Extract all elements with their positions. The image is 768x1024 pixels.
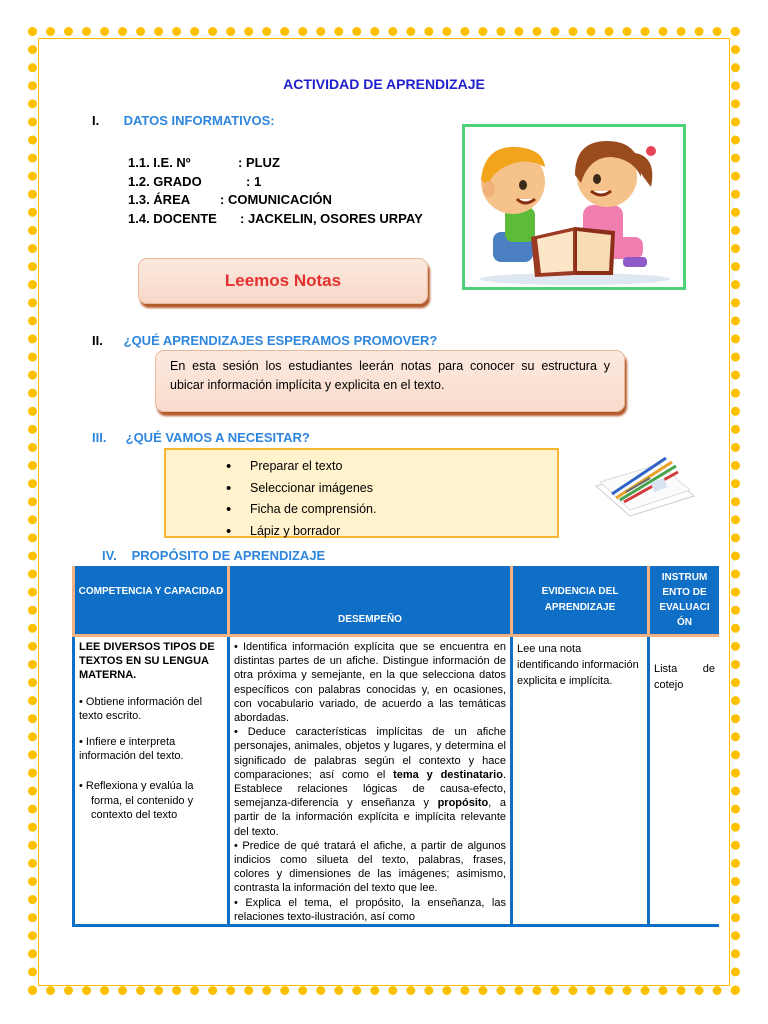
- evidencia-cell: Lee una nota identificando información explicita e implícita.: [512, 636, 649, 926]
- purpose-table: [72, 566, 719, 927]
- materials-list: [226, 456, 557, 542]
- page-title: ACTIVIDAD DE APRENDIZAJE: [283, 76, 485, 92]
- table-row: [74, 636, 720, 926]
- section-4-heading: IV. PROPÓSITO DE APRENDIZAJE: [102, 548, 326, 563]
- desempeno-item: • Predice de qué tratará el afiche, a partir de algunos indicios como silueta del texto, palabras, frases, colores y dimensiones de las imágenes; asimismo, contrasta la información del texto que lee.: [234, 839, 506, 895]
- list-item: • Ficha de comprensión.: [226, 499, 557, 521]
- header-competencia: COMPETENCIA Y CAPACIDAD: [74, 566, 229, 636]
- info-row-grado: 1.2. GRADO : 1: [128, 173, 262, 189]
- desempeno-cell: [229, 636, 512, 926]
- section-2-heading: II. ¿QUÉ APRENDIZAJES ESPERAMOS PROMOVER?: [92, 333, 438, 348]
- list-item: • Preparar el texto: [226, 456, 557, 478]
- desempeno-item: • Identifica información explícita que se encuentra en distintas partes de un afiche. Distingue información de otra próxima y semejante, en la que selecciona datos específicos con palabras conocidas y, en ocasiones, con vocabulario variado, de acuerdo a las temáticas abordadas.: [234, 641, 506, 725]
- header-instrumento: INSTRUM ENTO DE EVALUACI ÓN: [649, 566, 720, 636]
- table-header-row: [74, 566, 720, 636]
- header-evidencia: EVIDENCIA DEL APRENDIZAJE: [512, 566, 649, 636]
- info-row-ie: 1.1. I.E. Nº : PLUZ: [128, 155, 280, 170]
- header-desempeno: DESEMPEÑO: [229, 566, 512, 636]
- capacidad-item: • Infiere e interpreta información del texto.: [79, 736, 184, 763]
- session-title-box: Leemos Notas: [138, 258, 428, 304]
- list-item: • Lápiz y borrador: [226, 521, 557, 543]
- materials-box: [164, 448, 559, 538]
- desempeno-item: • Deduce características implícitas de un afiche personajes, animales, objetos y lugares, y determina el significado de palabras según el contexto y hace comparaciones; así como el tema y destinatario. Establece relaciones lógicas de causa-efecto, semejanza-diferencia y enseñanza y propósito, a partir de la información explícita e implícita relevante del texto.: [234, 726, 506, 838]
- info-list: [128, 154, 423, 228]
- learning-goal-box: En esta sesión los estudiantes leerán notas para conocer su estructura y ubicar información implícita y explicita en el texto.: [155, 350, 625, 412]
- competencia-heading: LEE DIVERSOS TIPOS DE TEXTOS EN SU LENGUA MATERNA.: [79, 641, 215, 682]
- capacidad-item: • Reflexiona y evalúa la forma, el contenido y contexto del texto: [79, 780, 194, 821]
- section-3-heading: III. ¿QUÉ VAMOS A NECESITAR?: [92, 430, 310, 445]
- competencia-cell: [74, 636, 229, 926]
- children-reading-illustration: [462, 124, 686, 290]
- purpose-table-wrapper: [72, 566, 719, 946]
- capacidad-item: • Obtiene información del texto escrito.: [79, 695, 203, 722]
- pencils-paper-illustration: [590, 438, 700, 520]
- desempeno-item: • Explica el tema, el propósito, la enseñanza, las relaciones texto-ilustración, así como: [234, 896, 506, 923]
- info-row-area: 1.3. ÁREA : COMUNICACIÓN: [128, 192, 332, 207]
- section-1-heading: I. DATOS INFORMATIVOS:: [92, 113, 275, 128]
- info-row-docente: 1.4. DOCENTE : JACKELIN, OSORES URPAY: [128, 210, 423, 226]
- list-item: • Seleccionar imágenes: [226, 478, 557, 500]
- instrumento-cell: Lista de cotejo: [649, 636, 720, 926]
